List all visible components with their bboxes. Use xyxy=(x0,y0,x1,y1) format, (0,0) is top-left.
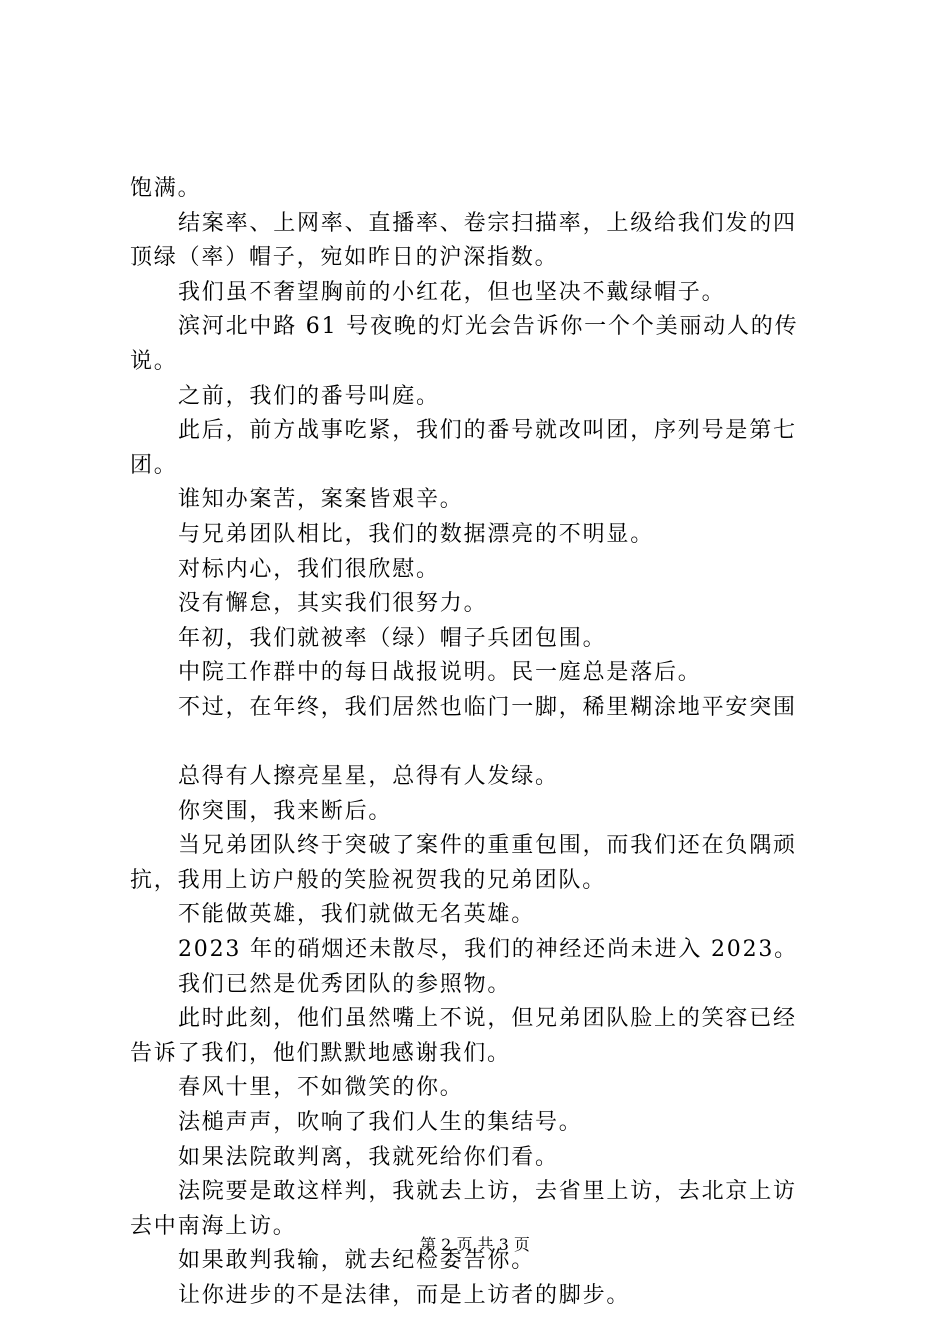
text-line: 之前，我们的番号叫庭。 xyxy=(178,383,440,409)
text-line: 说。 xyxy=(130,348,178,374)
text-line: 年初，我们就被率（绿）帽子兵团包围。 xyxy=(178,625,607,651)
text-line: 滨河北中路 61 号夜晚的灯光会告诉你一个个美丽动人的传 xyxy=(178,314,799,340)
text-line: 不过，在年终，我们居然也临门一脚，稀里糊涂地平安突围 xyxy=(178,694,797,720)
text-line: 我们已然是优秀团队的参照物。 xyxy=(178,971,512,997)
text-line: 饱满。 xyxy=(130,176,202,201)
text-line: 结案率、上网率、直播率、卷宗扫描率，上级给我们发的四 xyxy=(178,210,797,236)
text-line: 你突围，我来断后。 xyxy=(178,798,393,824)
text-line: 2023 年的硝烟还未散尽，我们的神经还尚未进入 2023。 xyxy=(178,937,798,963)
text-line: 春风十里，不如微笑的你。 xyxy=(178,1075,464,1101)
text-line: 谁知办案苦，案案皆艰辛。 xyxy=(178,487,464,513)
text-line: 此后，前方战事吃紧，我们的番号就改叫团，序列号是第七 xyxy=(178,418,797,444)
text-line: 此时此刻，他们虽然嘴上不说，但兄弟团队脸上的笑容已经 xyxy=(178,1006,797,1032)
text-line: 如果法院敢判离，我就死给你们看。 xyxy=(178,1144,559,1170)
text-line: 我们虽不奢望胸前的小红花，但也坚决不戴绿帽子。 xyxy=(178,279,726,305)
text-line: 与兄弟团队相比，我们的数据漂亮的不明显。 xyxy=(178,521,655,547)
page-footer: 第 2 页 共 3 页 xyxy=(420,1235,530,1254)
text-line: 让你进步的不是法律，而是上访者的脚步。 xyxy=(178,1283,631,1308)
text-line: 没有懈怠，其实我们很努力。 xyxy=(178,591,488,617)
text-line: 法院要是敢这样判，我就去上访，去省里上访，去北京上访 xyxy=(178,1179,797,1205)
blank-line xyxy=(130,726,830,761)
text-line: 总得有人擦亮星星，总得有人发绿。 xyxy=(178,764,559,790)
text-line: 如果敢判我输，就去纪检委告你。 xyxy=(178,1248,536,1274)
text-line: 对标内心，我们很欣慰。 xyxy=(178,556,440,582)
text-line: 团。 xyxy=(130,452,178,478)
text-line: 告诉了我们，他们默默地感谢我们。 xyxy=(130,1040,511,1066)
text-line: 不能做英雄，我们就做无名英雄。 xyxy=(178,902,536,928)
text-line: 中院工作群中的每日战报说明。民一庭总是落后。 xyxy=(178,660,702,686)
document-body xyxy=(130,172,830,1314)
text-line: 顶绿（率）帽子，宛如昨日的沪深指数。 xyxy=(130,245,559,271)
text-line: 去中南海上访。 xyxy=(130,1213,297,1239)
text-line: 抗，我用上访户般的笑脸祝贺我的兄弟团队。 xyxy=(130,867,607,893)
text-line: 法槌声声，吹响了我们人生的集结号。 xyxy=(178,1110,583,1136)
text-line: 当兄弟团队终于突破了案件的重重包围，而我们还在负隅顽 xyxy=(178,833,797,859)
